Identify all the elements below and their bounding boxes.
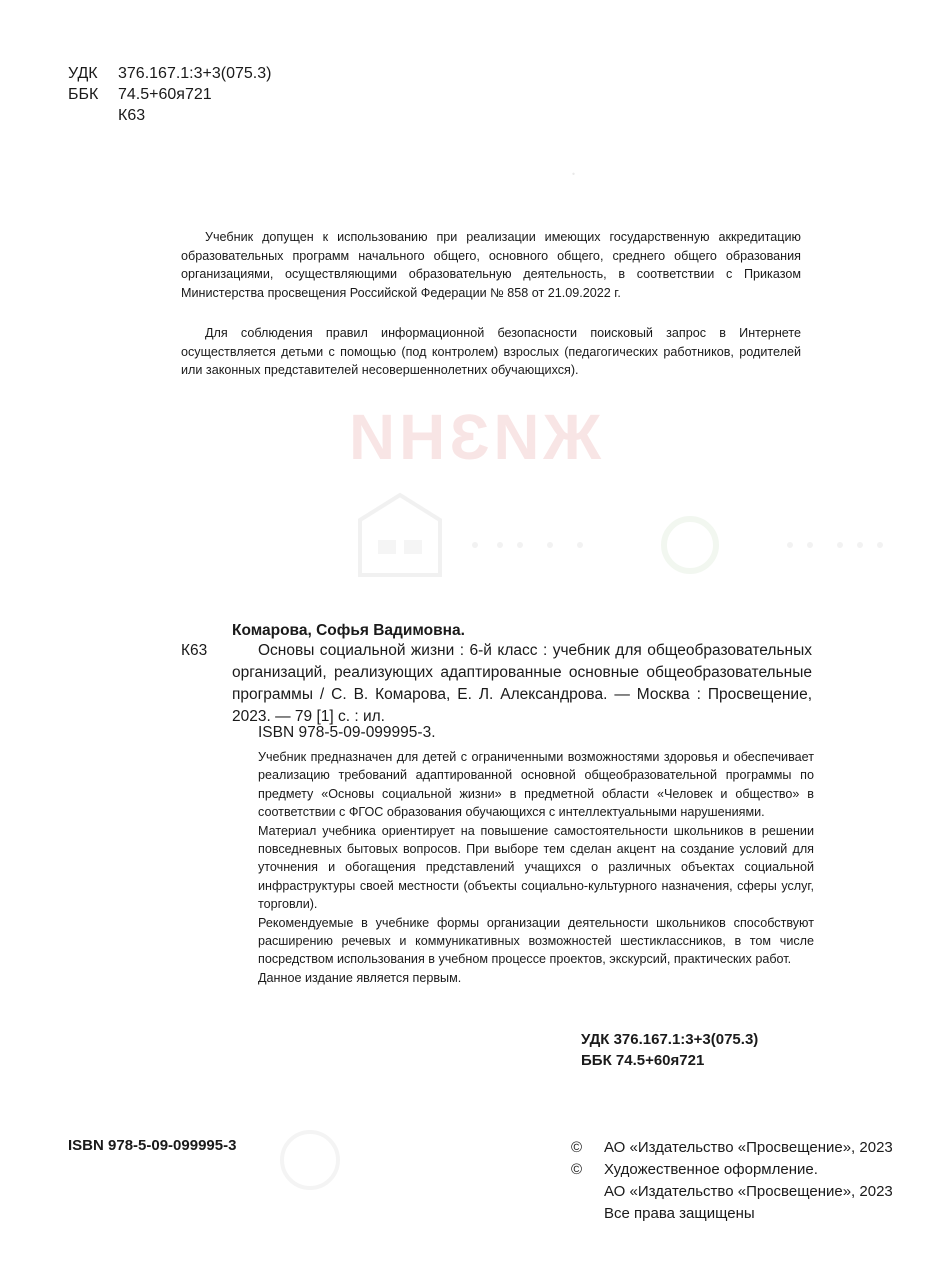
copyright-line: АО «Издательство «Просвещение», 2023 (604, 1139, 893, 1156)
annotation-paragraph: Данное издание является первым. (258, 970, 462, 985)
catalog-mark: К63 (181, 642, 208, 659)
isbn-bold: ISBN 978-5-09-099995-3 (68, 1137, 237, 1154)
copyright-block (571, 1137, 893, 1225)
udk-value: 376.167.1:3+3(075.3) (118, 65, 272, 82)
bottom-classification (581, 1029, 758, 1071)
approval-notice: Учебник допущен к использованию при реализации имеющих государственную аккредитацию образовательных программ начального общего, основного общего, среднего общего образования организациями, осуществляющими образовательную деятельность, в соответствии с Приказом Министерства просвещения Российской Федерации № 858 от 21.09.2022 г. (181, 230, 801, 300)
copyright-icon: © (571, 1161, 583, 1178)
bbk-value: 74.5+60я721 (118, 86, 212, 103)
copyright-line: АО «Издательство «Просвещение», 2023 (604, 1183, 893, 1200)
author-mark: К63 (118, 107, 146, 124)
bottom-udk: УДК 376.167.1:3+3(075.3) (581, 1031, 759, 1048)
udk-label: УДК (68, 65, 98, 82)
annotation-paragraph: Учебник предназначен для детей с ограниченными возможностями здоровья и обеспечивает реализацию требований адаптированной основной общеобразовательной программы по предмету «Основы социальной жизни» в предметной области «Человек и общество» в соответствии с ФГОС образования обучающихся с интеллектуальными нарушениями. (258, 750, 814, 820)
svg-text:.: . (571, 158, 576, 180)
annotation-paragraph: Материал учебника ориентирует на повышение самостоятельности школьников в решении повседневных бытовых вопросов. При выборе тем сделан акцент на создание условий для уточнения и обогащения представлений учащихся о различных объектах социальной инфраструктуры своей местности (объекты социально-культурного назначения, сферы услуг, торговли). (258, 823, 814, 912)
copyright-line: Все права защищены (604, 1205, 755, 1222)
catalog-author: Комарова, Софья Вадимовна. (232, 622, 465, 639)
catalog-isbn: ISBN 978-5-09-099995-3. (258, 724, 436, 741)
copyright-icon: © (571, 1139, 583, 1156)
annotation-paragraph: Рекомендуемые в учебнике формы организации деятельности школьников способствуют расширению речевых и коммуникативных возможностей шестиклассников, в том числе посредством использования в учебном процессе проектов, экскурсий, практических работ. (258, 915, 814, 967)
safety-notice: Для соблюдения правил информационной безопасности поисковый запрос в Интернете осуществляется детьми с помощью (под контролем) взрослых (педагогических работников, родителей или законных представителей несовершеннолетних обучающихся). (181, 326, 801, 377)
copyright-line: Художественное оформление. (604, 1161, 818, 1178)
show-through-title: ЖИЗНИ (345, 401, 602, 473)
catalog-description: Основы социальной жизни : 6-й класс : учебник для общеобразовательных организаций, реализующих адаптированные основные общеобразовательные программы / С. В. Комарова, Е. Л. Александрова. — Москва : Просвещение, 2023. — 79 [1] с. : ил. (232, 642, 812, 725)
bbk-label: ББК (68, 86, 99, 103)
classification-codes (68, 63, 271, 126)
bottom-bbk: ББК 74.5+60я721 (581, 1052, 705, 1069)
annotation (258, 748, 814, 987)
